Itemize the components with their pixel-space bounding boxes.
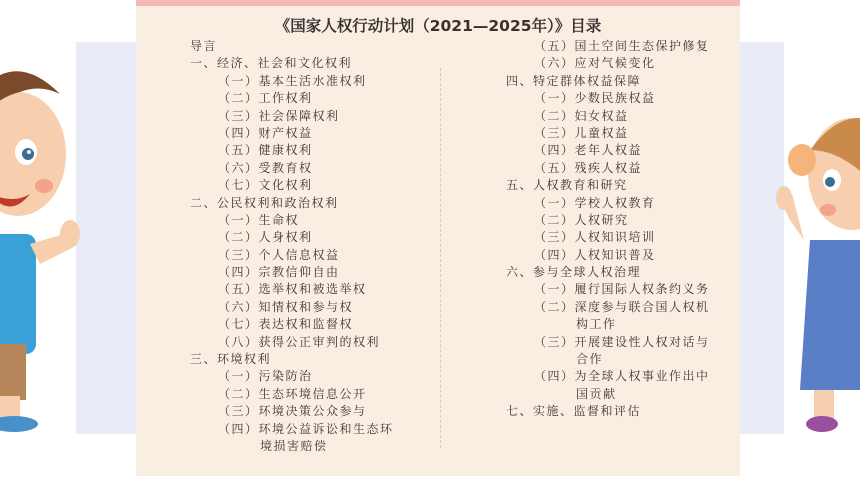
toc-section-heading: 一、经济、社会和文化权利 bbox=[190, 56, 353, 71]
toc-entry: （一）履行国际人权条约义务 bbox=[534, 282, 710, 297]
toc-entry: （四）人权知识普及 bbox=[534, 247, 656, 262]
toc-section-heading: 七、实施、监督和评估 bbox=[506, 404, 642, 419]
toc-section-heading: 六、参与全球人权治理 bbox=[506, 265, 642, 280]
toc-entry: 境损害赔偿 bbox=[260, 438, 328, 453]
toc-section-heading: 四、特定群体权益保障 bbox=[506, 73, 642, 88]
toc-entry: （四）宗教信仰自由 bbox=[218, 265, 340, 280]
toc-entry: （五）健康权利 bbox=[218, 143, 313, 158]
toc-entry: （二）人身权利 bbox=[218, 230, 313, 245]
toc-entry: （八）获得公正审判的权利 bbox=[218, 334, 381, 349]
toc-entry: （一）污染防治 bbox=[218, 369, 313, 384]
toc-entry: （三）个人信息权益 bbox=[218, 247, 340, 262]
toc-entry: （四）财产权益 bbox=[218, 125, 313, 140]
toc-entry: （六）应对气候变化 bbox=[534, 56, 656, 71]
toc-entry: （二）人权研究 bbox=[534, 212, 629, 227]
toc-right-column bbox=[506, 38, 710, 421]
toc-entry: （三）环境决策公众参与 bbox=[218, 404, 367, 419]
toc-section-heading: 三、环境权利 bbox=[190, 352, 272, 367]
toc-entry: 构工作 bbox=[576, 317, 617, 332]
toc-entry: （四）环境公益诉讼和生态环 bbox=[218, 421, 394, 436]
toc-entry: 国贡献 bbox=[576, 386, 617, 401]
toc-entry: （二）工作权利 bbox=[218, 91, 313, 106]
toc-entry: （二）生态环境信息公开 bbox=[218, 386, 367, 401]
toc-entry: （一）基本生活水准权利 bbox=[218, 73, 367, 88]
toc-entry: （一）学校人权教育 bbox=[534, 195, 656, 210]
toc-entry: （二）妇女权益 bbox=[534, 108, 629, 123]
toc-document bbox=[136, 0, 740, 476]
toc-entry: （三）人权知识培训 bbox=[534, 230, 656, 245]
toc-entry: （二）深度参与联合国人权机 bbox=[534, 299, 710, 314]
cartoon-boy-icon bbox=[0, 44, 86, 434]
toc-entry: （七）表达权和监督权 bbox=[218, 317, 354, 332]
toc-entry: （一）少数民族权益 bbox=[534, 91, 656, 106]
toc-left-column bbox=[190, 38, 394, 455]
toc-entry: （六）知情权和参与权 bbox=[218, 299, 354, 314]
column-divider bbox=[440, 68, 441, 448]
toc-entry: （五）残疾人权益 bbox=[534, 160, 643, 175]
toc-entry: （七）文化权利 bbox=[218, 178, 313, 193]
toc-entry: （一）生命权 bbox=[218, 212, 300, 227]
toc-entry: （六）受教育权 bbox=[218, 160, 313, 175]
toc-entry: 合作 bbox=[576, 352, 604, 367]
toc-entry: （三）开展建设性人权对话与 bbox=[534, 334, 710, 349]
toc-section-heading: 导言 bbox=[190, 39, 218, 53]
cartoon-girl-icon bbox=[770, 90, 860, 440]
toc-entry: （五）选举权和被选举权 bbox=[218, 282, 367, 297]
toc-entry: （三）儿童权益 bbox=[534, 125, 629, 140]
toc-entry: （四）老年人权益 bbox=[534, 143, 643, 158]
toc-entry: （五）国土空间生态保护修复 bbox=[534, 39, 710, 53]
toc-section-heading: 二、公民权利和政治权利 bbox=[190, 195, 339, 210]
toc-entry: （四）为全球人权事业作出中 bbox=[534, 369, 710, 384]
document-top-bar bbox=[136, 0, 740, 6]
toc-entry: （三）社会保障权利 bbox=[218, 108, 340, 123]
document-title: 《国家人权行动计划（2021—2025年）》目录 bbox=[274, 17, 602, 35]
toc-section-heading: 五、人权教育和研究 bbox=[506, 178, 628, 193]
